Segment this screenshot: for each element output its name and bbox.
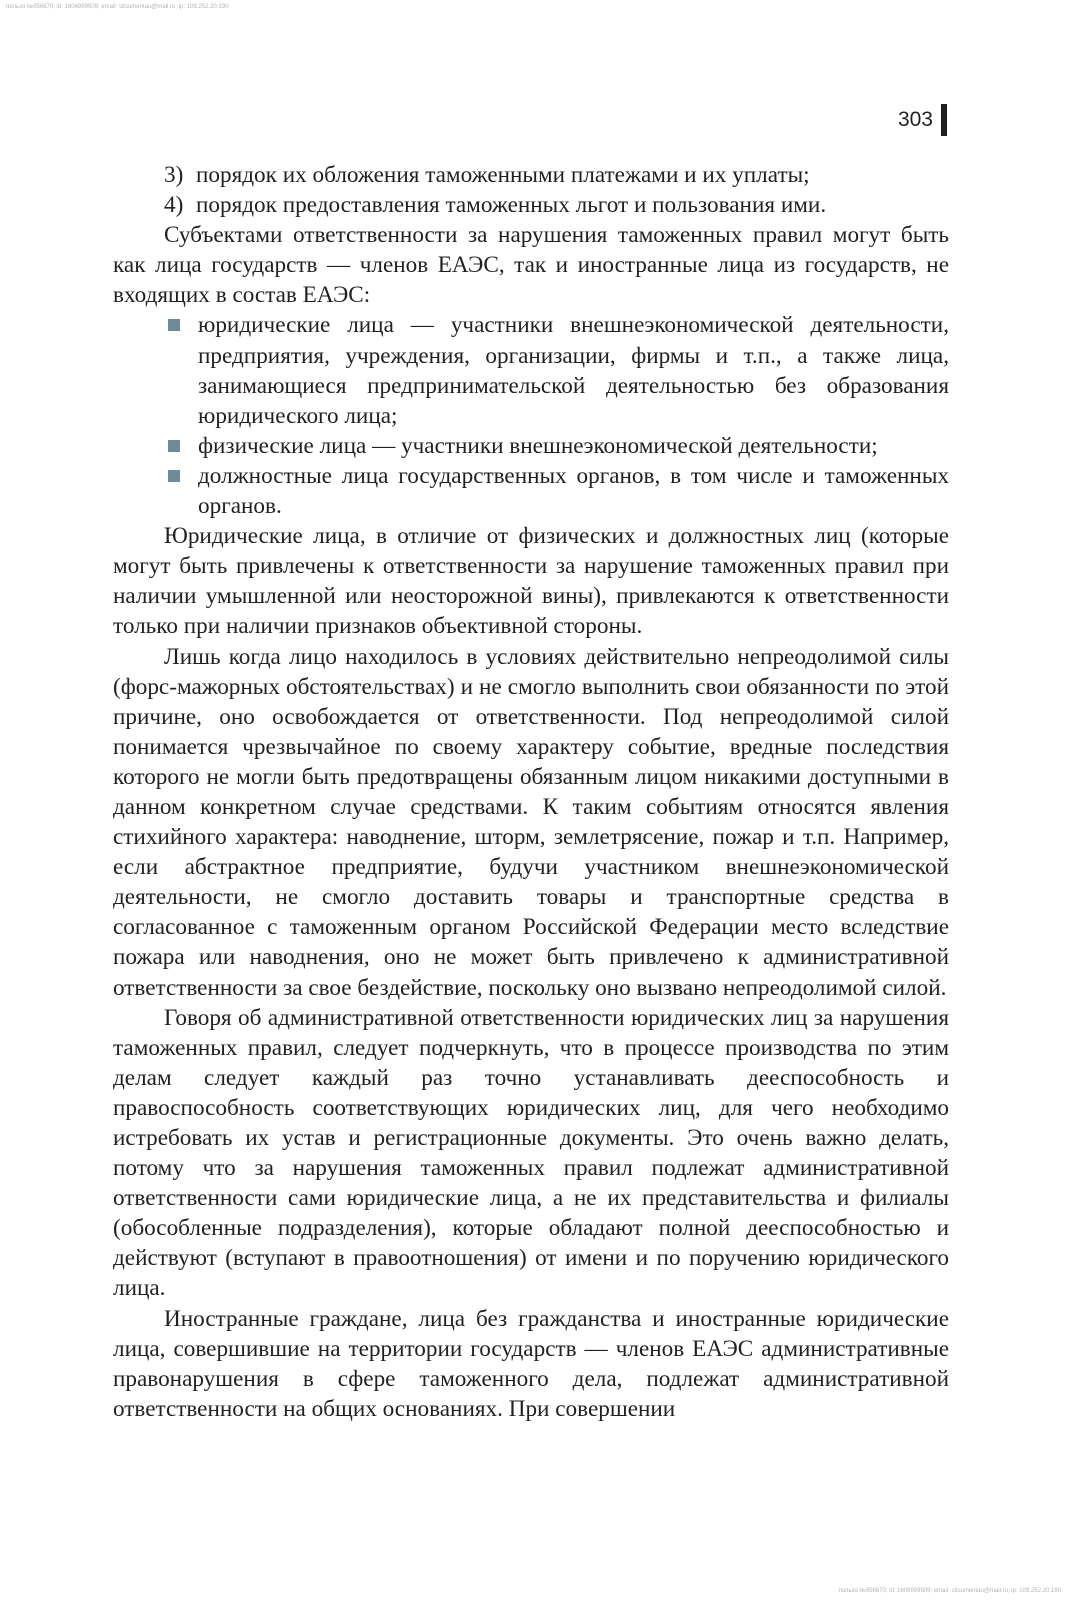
bullet-square-icon [168,319,180,331]
item-text: порядок предоставления таможенных льгот и пользования ими. [196,192,827,219]
page-marker-bar [941,104,947,136]
page-number-block [898,104,947,136]
bullet-item [198,310,949,430]
bullet-item [198,461,949,521]
bullet-square-icon [168,470,180,482]
bullet-item [198,431,949,461]
bullet-text: юридические лица — участники внешнеэкономической деятельности, предприятия, учреждения, организации, фирмы и т.п., а также лица, занимающиеся предпринимательской деятельностью без образования юридического лица; [198,312,949,429]
paragraph: Юридические лица, в отличие от физических и должностных лиц (которые могут быть привлечены к ответственности за нарушение таможенных правил при наличии умышленной или неосторожной вины), привлекаются к ответственности только при наличии признаков объективной стороны. [113,523,949,640]
item-number: 4) [164,192,184,219]
bullet-text: должностные лица государственных органов, в том числе и таможенных органов. [198,462,949,520]
page-body [113,160,949,1424]
paragraph: Субъектами ответственности за нарушения таможенных правил могут быть как лица государств — членов ЕАЭС, так и иностранные лица из государств, не входящих в состав ЕАЭС: [113,222,949,309]
numbered-item [113,190,949,220]
bullet-text: физические лица — участники внешнеэкономической деятельности; [198,432,878,459]
item-text: порядок их обложения таможенными платежами и их уплаты; [196,162,810,188]
paragraph: Иностранные граждане, лица без гражданства и иностранные юридические лица, совершившие на территории государств — членов ЕАЭС административные правонарушения в сфере таможенного дела, подлежат административной ответственности на общих основаниях. При совершении [113,1305,949,1422]
watermark-bottom: пользо №956670; id: 1606999509; email: sitsumentau@mail.ru; ip: 109.252.20.190 [838,1588,1061,1594]
item-number: 3) [164,162,184,188]
page-number: 303 [897,108,933,131]
bullet-square-icon [168,440,180,452]
paragraph: Лишь когда лицо находилось в условиях действительно непреодолимой силы (форс-мажорных обстоятельствах) и не смогло выполнить свои обязанности по этой причине, оно освобождается от ответственности. Под непреодолимой силой понимается чрезвычайное по своему характеру событие, вредные последствия которого не могли быть предотвращены обязанным лицом никакими доступными в данном конкретном случае средствами. К таким событиям относятся явления стихийного характера: наводнение, шторм, землетрясение, пожар и т.п. Например, если абстрактное предприятие, будучи участником внешнеэкономической деятельности, не смогло доставить товары и транспортные средства в согласованное с таможенным органом Российской Федерации место вследствие пожара или наводнения, оно не может быть привлечено к административной ответственности за свое бездействие, поскольку оно вызвано непреодолимой силой. [113,643,949,1001]
numbered-item [113,160,949,190]
paragraph: Говоря об административной ответственности юридических лиц за нарушения таможенных правил, следует подчеркнуть, что в процессе производства по этим делам следует каждый раз точно устанавливать дееспособность и правоспособность соответствующих юридических лиц, для чего необходимо истребовать их устав и регистрационные документы. Это очень важно делать, потому что за нарушения таможенных правил подлежат административной ответственности сами юридические лица, а не их представительства и филиалы (обособленные подразделения), которые обладают полной дееспособностью и действуют (вступают в правоотношения) от имени и по поручению юридического лица. [113,1004,949,1302]
bullet-list [113,310,949,521]
watermark-top: пользо №956670; id: 1606999509; email: sitsumentau@mail.ru; ip: 109.252.20.190 [6,4,229,10]
